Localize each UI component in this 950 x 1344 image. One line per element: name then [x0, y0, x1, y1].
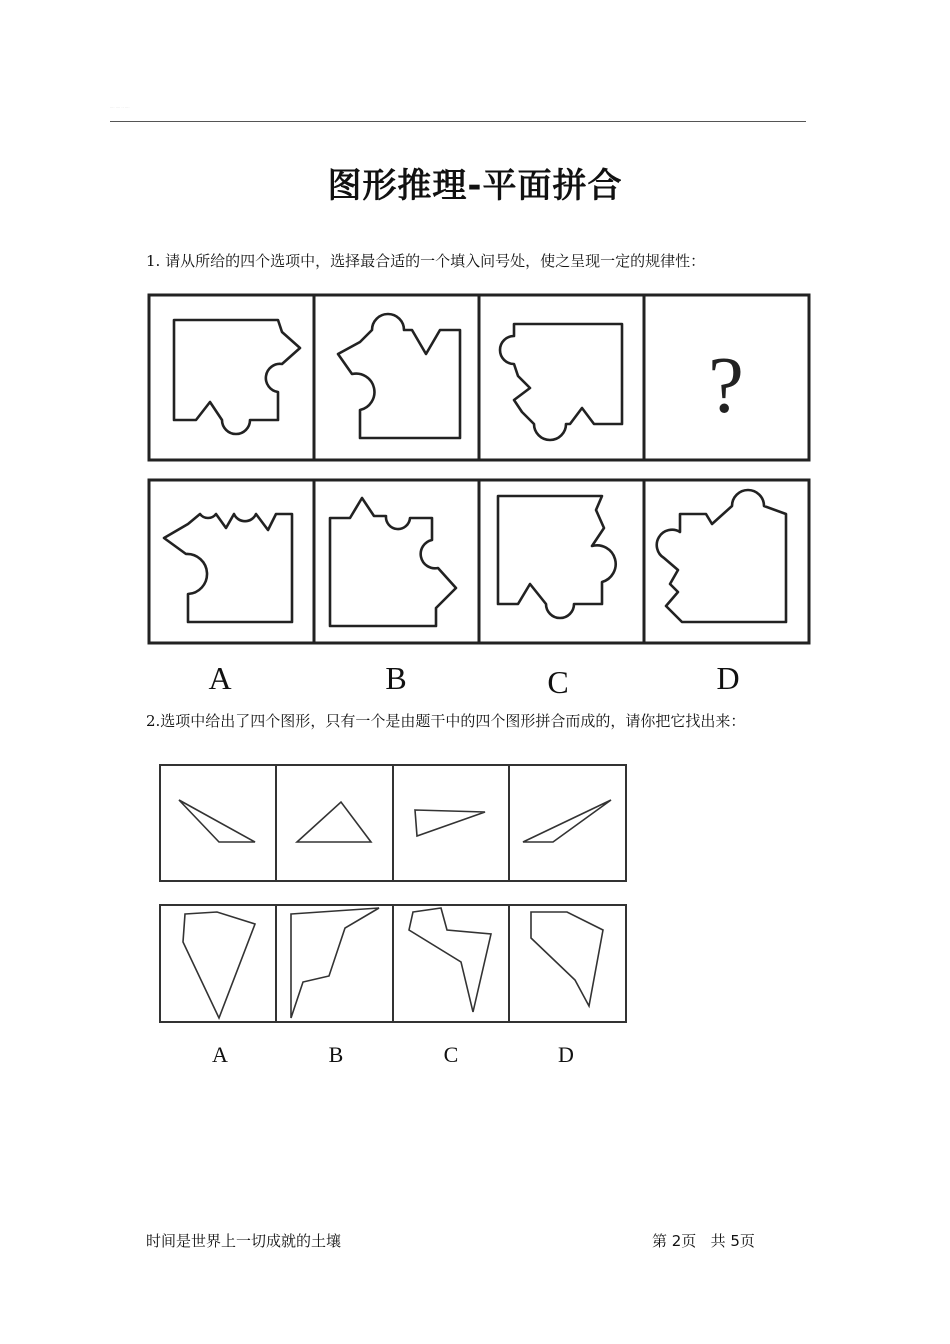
q2-stem-triangle-1: [179, 800, 255, 842]
question-2-figure: [157, 762, 629, 1026]
q1-stem-shape-1: [174, 320, 300, 434]
q2-stem-triangle-3: [415, 810, 485, 836]
q2-stem-triangle-4: [523, 800, 611, 842]
question-mark: ?: [708, 342, 744, 430]
question-2-text: 2.选项中给出了四个图形，只有一个是由题干中的四个图形拼合而成的，请你把它找出来：: [146, 712, 746, 730]
q2-option-label-d: D: [558, 1042, 574, 1067]
q1-option-label-a: A: [208, 660, 232, 696]
footer-motto: 时间是世界上一切成就的土壤: [146, 1232, 342, 1250]
q1-option-shape-b: [330, 498, 456, 626]
header-rule: [110, 121, 806, 122]
question-1-figure: [146, 292, 812, 648]
q1-stem-shape-3: [500, 324, 622, 440]
page-title: 图形推理-平面拼合: [327, 166, 623, 206]
question-1-text: 1. 请从所给的四个选项中，选择最合适的一个填入问号处，使之呈现一定的规律性：: [146, 252, 706, 270]
q1-option-label-b: B: [385, 660, 407, 696]
q2-option-label-b: B: [328, 1042, 344, 1067]
q2-option-shape-d: [531, 912, 603, 1006]
q2-option-shape-a: [183, 912, 255, 1018]
q1-option-shape-d: [657, 490, 786, 622]
q1-stem-shape-2: [338, 314, 460, 438]
q1-option-shape-c: [498, 496, 616, 618]
q1-option-shape-a: [164, 514, 292, 622]
q1-option-label-d: D: [716, 660, 740, 696]
q1-option-label-c: C: [547, 664, 569, 700]
q2-stem-triangle-2: [297, 802, 371, 842]
footer-page-number: 第 2页 共 5页: [652, 1232, 755, 1250]
q2-option-label-a: A: [212, 1042, 228, 1067]
q2-option-shape-b: [291, 908, 379, 1018]
header-note: ···· ···· ·· ····: [110, 105, 130, 109]
q2-option-shape-c: [409, 908, 491, 1012]
q2-option-label-c: C: [443, 1042, 459, 1067]
